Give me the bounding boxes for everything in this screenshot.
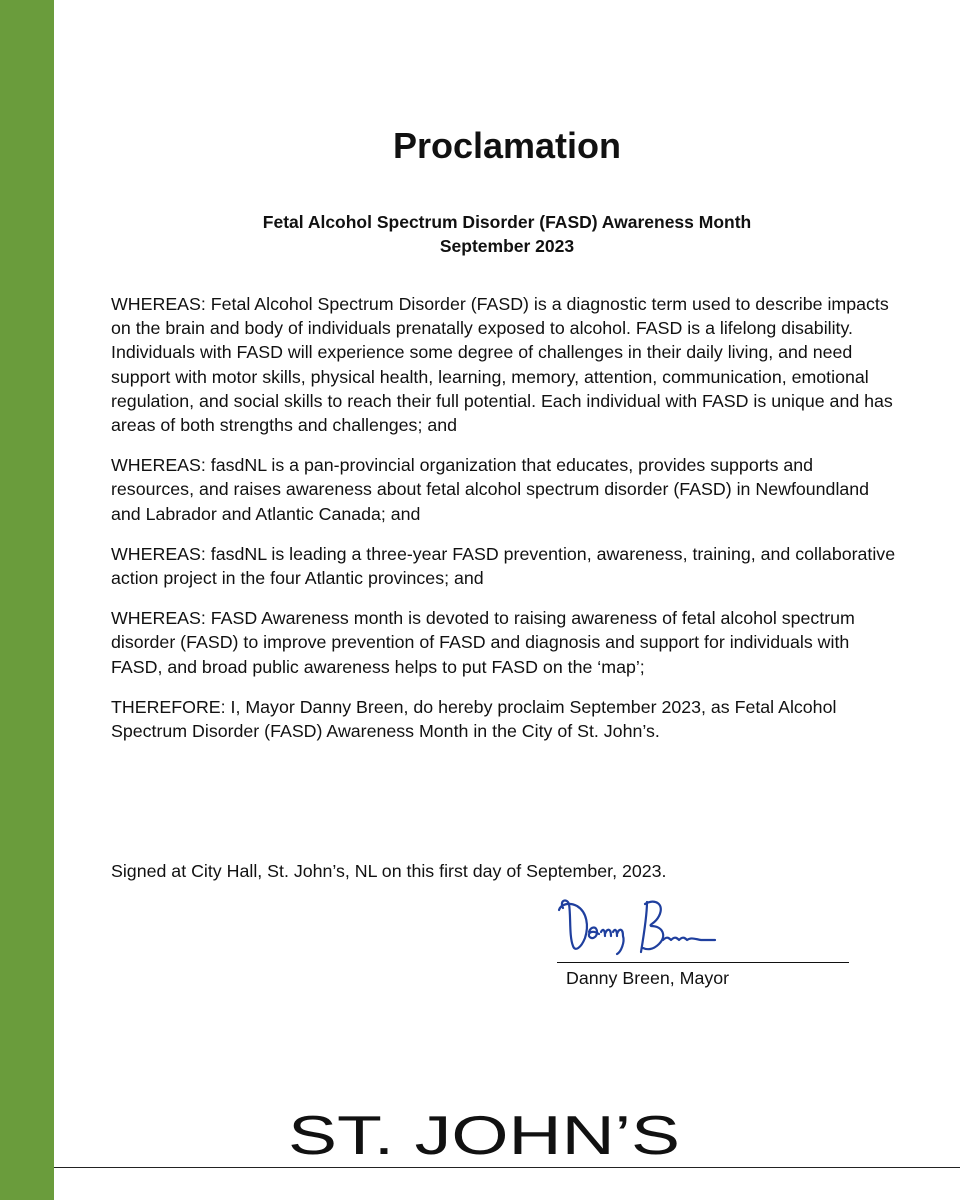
signature-line — [557, 962, 849, 963]
whereas-paragraph-1: WHEREAS: Fetal Alcohol Spectrum Disorder (FASD) is a diagnostic term used to describe impacts on the brain and body of individuals prenatally exposed to alcohol. FASD is a lifelong disability. Individuals with FASD will experience some degree of challenges in their daily living, and need support with motor skills, physical health, learning, memory, attention, communication, emotional regulation, and social skills to reach their full potential. Each individual with FASD is unique and has areas of both strengths and challenges; and — [111, 294, 893, 436]
subtitle-line-2: September 2023 — [439, 236, 575, 256]
therefore-paragraph: THEREFORE: I, Mayor Danny Breen, do hereby proclaim September 2023, as Fetal Alcohol Spectrum Disorder (FASD) Awareness Month in the City of St. John’s. — [111, 696, 837, 742]
proclamation-subtitle — [54, 210, 960, 258]
whereas-paragraph-2: WHEREAS: fasdNL is a pan-provincial organization that educates, provides supports and resources, and raises awareness about fetal alcohol spectrum disorder (FASD) in Newfoundland and Labrador and Atlantic Canada; and — [111, 455, 870, 524]
st-johns-logo — [288, 1106, 680, 1158]
signature-image — [555, 896, 725, 958]
subtitle-line-1: Fetal Alcohol Spectrum Disorder (FASD) Awareness Month — [262, 212, 752, 232]
proclamation-body — [111, 292, 901, 759]
whereas-paragraph-4: WHEREAS: FASD Awareness month is devoted to raising awareness of fetal alcohol spectrum disorder (FASD) to improve prevention of FASD and diagnosis and support for individuals with FASD, and broad public awareness helps to put FASD on the ‘map’; — [111, 608, 855, 677]
whereas-paragraph-3: WHEREAS: fasdNL is leading a three-year FASD prevention, awareness, training, and collaborative action project in the four Atlantic provinces; and — [111, 543, 896, 589]
signature-name: Danny Breen, Mayor — [566, 968, 730, 988]
svg-text:ST. JOHN’S: ST. JOHN’S — [288, 1106, 680, 1158]
signed-statement: Signed at City Hall, St. John’s, NL on this first day of September, 2023. — [111, 861, 667, 881]
page-title: Proclamation — [392, 125, 622, 166]
bottom-divider — [54, 1167, 960, 1168]
green-side-bar — [0, 0, 54, 1200]
